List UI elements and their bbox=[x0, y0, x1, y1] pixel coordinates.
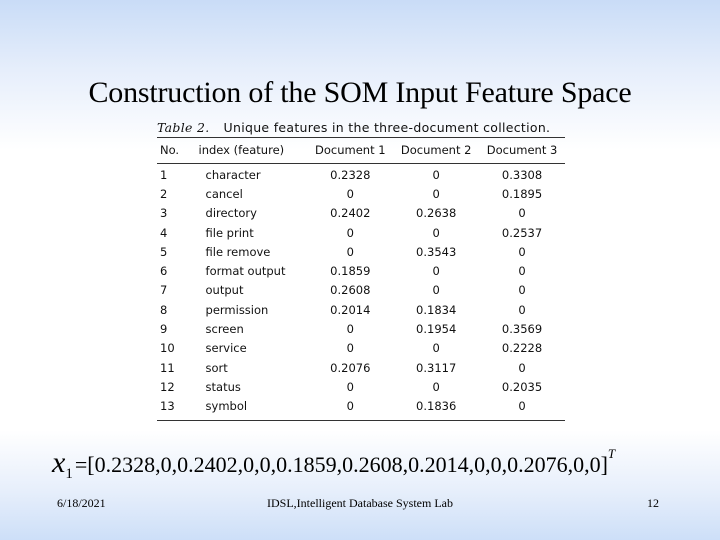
table-caption-text: Unique features in the three-document collection. bbox=[223, 120, 551, 135]
formula-transpose: T bbox=[607, 446, 616, 461]
cell-doc1: 0 bbox=[346, 225, 354, 240]
cell-doc1: 0.2402 bbox=[330, 206, 371, 221]
table-header-row bbox=[157, 138, 565, 161]
cell-doc3: 0.3308 bbox=[501, 167, 543, 182]
cell-no: 10 bbox=[160, 341, 175, 356]
cell-doc1: 0.2076 bbox=[330, 360, 371, 375]
cell-feature: status bbox=[205, 379, 241, 394]
cell-feature: file print bbox=[205, 225, 254, 240]
cell-feature: character bbox=[205, 167, 261, 182]
cell-doc2: 0 bbox=[432, 186, 440, 201]
cell-doc2: 0.3543 bbox=[416, 244, 457, 259]
cell-no: 4 bbox=[160, 225, 168, 240]
table-row bbox=[157, 261, 565, 280]
footer-date: 6/18/2021 bbox=[57, 496, 106, 510]
formula-equals: = bbox=[74, 452, 88, 477]
table-row bbox=[157, 300, 565, 319]
cell-feature: symbol bbox=[205, 399, 248, 414]
cell-doc1: 0.1859 bbox=[330, 264, 371, 279]
cell-doc1: 0 bbox=[346, 244, 354, 259]
cell-doc2: 0 bbox=[432, 283, 440, 298]
table-row bbox=[157, 204, 565, 223]
table-row bbox=[157, 319, 565, 338]
cell-no: 5 bbox=[160, 244, 168, 259]
cell-no: 7 bbox=[160, 283, 168, 298]
cell-doc2: 0.2638 bbox=[416, 206, 457, 221]
cell-doc3: 0.3569 bbox=[501, 322, 543, 337]
cell-doc1: 0 bbox=[346, 399, 354, 414]
table-header-rule bbox=[157, 163, 565, 164]
cell-feature: sort bbox=[205, 360, 228, 375]
table-row bbox=[157, 184, 565, 203]
cell-doc1: 0 bbox=[346, 341, 354, 356]
cell-doc3: 0 bbox=[518, 360, 526, 375]
cell-feature: cancel bbox=[205, 186, 243, 201]
cell-doc2: 0.1954 bbox=[416, 322, 457, 337]
cell-feature: file remove bbox=[205, 244, 271, 259]
footer-page-number: 12 bbox=[647, 496, 659, 510]
cell-doc1: 0 bbox=[346, 322, 354, 337]
cell-doc3: 0.2537 bbox=[501, 225, 543, 240]
table-row bbox=[157, 339, 565, 358]
table-row bbox=[157, 358, 565, 377]
cell-doc2: 0 bbox=[432, 264, 440, 279]
cell-no: 11 bbox=[160, 360, 175, 375]
header-document-2: Document 2 bbox=[400, 142, 472, 157]
cell-no: 1 bbox=[160, 167, 168, 182]
cell-no: 3 bbox=[160, 206, 168, 221]
table-row bbox=[157, 377, 565, 396]
table-caption-label: Table 2. bbox=[157, 120, 210, 135]
formula-subscript: 1 bbox=[65, 466, 73, 482]
cell-no: 12 bbox=[160, 379, 175, 394]
table-row bbox=[157, 242, 565, 261]
cell-doc1: 0.2608 bbox=[330, 283, 371, 298]
cell-doc2: 0.1834 bbox=[416, 302, 457, 317]
cell-doc3: 0 bbox=[518, 206, 526, 221]
cell-no: 13 bbox=[160, 399, 175, 414]
cell-no: 6 bbox=[160, 264, 168, 279]
cell-no: 2 bbox=[160, 186, 168, 201]
feature-table bbox=[157, 120, 565, 421]
cell-doc3: 0 bbox=[518, 283, 526, 298]
table-caption bbox=[157, 120, 565, 137]
table-bottom-rule bbox=[157, 420, 565, 421]
cell-doc2: 0 bbox=[432, 379, 440, 394]
cell-doc1: 0.2328 bbox=[330, 167, 371, 182]
cell-doc1: 0 bbox=[346, 186, 354, 201]
cell-doc3: 0.2035 bbox=[501, 379, 543, 394]
cell-doc2: 0 bbox=[432, 341, 440, 356]
formula-vector: [0.2328,0,0.2402,0,0,0.1859,0.2608,0.2014,0,0,0.2076,0,0] bbox=[87, 452, 608, 477]
table-row bbox=[157, 223, 565, 242]
header-document-1: Document 1 bbox=[315, 142, 386, 157]
table-row bbox=[157, 281, 565, 300]
cell-doc3: 0 bbox=[518, 244, 526, 259]
table-row bbox=[157, 397, 565, 416]
cell-feature: directory bbox=[205, 206, 257, 221]
cell-doc3: 0 bbox=[518, 302, 526, 317]
table-row bbox=[157, 165, 565, 184]
cell-feature: format output bbox=[205, 264, 286, 279]
cell-doc2: 0.1836 bbox=[416, 399, 457, 414]
header-index: index (feature) bbox=[198, 142, 285, 157]
cell-doc3: 0 bbox=[518, 264, 526, 279]
cell-doc2: 0 bbox=[432, 225, 440, 240]
cell-no: 8 bbox=[160, 302, 168, 317]
footer-lab-name: IDSL,Intelligent Database System Lab bbox=[267, 496, 453, 510]
cell-feature: output bbox=[205, 283, 244, 298]
header-no: No. bbox=[160, 142, 180, 157]
cell-doc1: 0.2014 bbox=[330, 302, 371, 317]
cell-feature: permission bbox=[205, 302, 269, 317]
header-document-3: Document 3 bbox=[486, 142, 558, 157]
formula-variable: x bbox=[52, 446, 66, 479]
cell-no: 9 bbox=[160, 322, 168, 337]
cell-doc1: 0 bbox=[346, 379, 354, 394]
cell-doc2: 0 bbox=[432, 167, 440, 182]
cell-feature: service bbox=[205, 341, 247, 356]
cell-doc3: 0.1895 bbox=[501, 186, 543, 201]
feature-vector-formula bbox=[52, 446, 615, 480]
feature-table-grid bbox=[157, 138, 565, 416]
slide-title: Construction of the SOM Input Feature Space bbox=[88, 76, 632, 109]
cell-doc3: 0.2228 bbox=[501, 341, 543, 356]
cell-doc3: 0 bbox=[518, 399, 526, 414]
cell-doc2: 0.3117 bbox=[416, 360, 457, 375]
cell-feature: screen bbox=[205, 322, 244, 337]
